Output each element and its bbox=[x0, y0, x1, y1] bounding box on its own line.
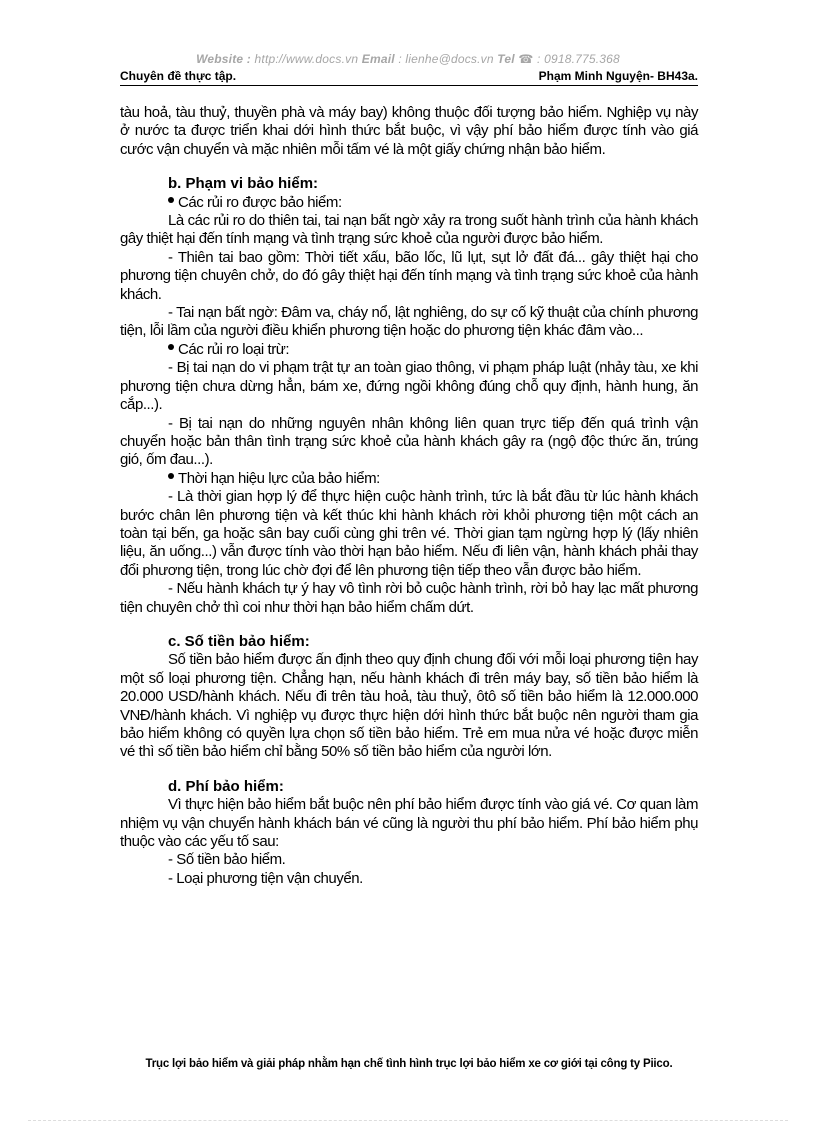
paragraph: Vì thực hiện bảo hiểm bắt buộc nên phí bảo hiểm được tính vào giá vé. Cơ quan làm nhiệm vụ vận chuyển hành khách bán vé cũng là người thu phí bảo hiểm. Phí bảo hiểm phụ thuộc vào các yếu tố sau: bbox=[120, 796, 698, 851]
list-item: - Số tiền bảo hiểm. bbox=[168, 851, 286, 869]
section-heading-c: c. Số tiền bảo hiểm: bbox=[168, 632, 310, 650]
bullet-item bbox=[168, 341, 698, 359]
paragraph: - Bị tai nạn do vi phạm trật tự an toàn giao thông, vi phạm pháp luật (nhảy tàu, xe khi phương tiện chưa dừng hẳn, bám xe, đứng ngồi không đúng chỗ quy định, hành hung, ăn cắp...). bbox=[120, 359, 698, 414]
email-label: Email bbox=[361, 52, 395, 66]
bullet-text: Các rủi ro được bảo hiểm: bbox=[178, 193, 342, 211]
tel-value: : 0918.775.368 bbox=[537, 52, 620, 66]
page-header bbox=[120, 69, 698, 86]
document-body bbox=[120, 104, 698, 888]
website-label: Website : bbox=[196, 52, 251, 66]
paragraph: - Thiên tai bao gồm: Thời tiết xấu, bão lốc, lũ lụt, sụt lở đất đá... gây thiệt hại cho phương tiện chuyên chở, do đó gây thiệt hại đến tính mạng và tình trạng sức khoẻ của hành khách. bbox=[120, 248, 698, 303]
paragraph: - Nếu hành khách tự ý hay vô tình rời bỏ cuộc hành trình, rời bỏ hay lạc mất phương tiện chuyên chở thì coi như thời hạn bảo hiểm chấm dứt. bbox=[120, 580, 698, 616]
bullet-text: Các rủi ro loại trừ: bbox=[178, 340, 290, 358]
paragraph: - Tai nạn bất ngờ: Đâm va, cháy nổ, lật nghiêng, do sự cố kỹ thuật của chính phương tiện, lỗi lầm của người điều khiển phương tiện hoặc do phương tiện khác đâm vào... bbox=[120, 304, 698, 340]
list-item: - Loại phương tiện vận chuyển. bbox=[168, 869, 363, 887]
section-heading-b: b. Phạm vi bảo hiểm: bbox=[168, 175, 319, 193]
paragraph: Là các rủi ro do thiên tai, tai nạn bất ngờ xảy ra trong suốt hành trình của hành khách gây thiệt hại đến tính mạng và tình trạng sức khoẻ của người được bảo hiểm. bbox=[120, 212, 698, 248]
page-footer: Trục lợi bảo hiểm và giải pháp nhằm hạn chế tình hình trục lợi bảo hiểm xe cơ giới tại công ty Piico. bbox=[145, 1058, 673, 1070]
bullet-item bbox=[168, 194, 698, 212]
header-title: Chuyên đề thực tập. bbox=[120, 69, 237, 83]
website-url[interactable]: http://www.docs.vn bbox=[254, 52, 359, 66]
paragraph: Số tiền bảo hiểm được ấn định theo quy định chung đối với mỗi loại phương tiện hay một số loại phương tiện. Chẳng hạn, nếu hành khách đi trên máy bay, số tiền bảo hiểm là 20.000 USD/hành khách. Nếu đi trên tàu hoả, tàu thuỷ, ôtô số tiền bảo hiểm là 12.000.000 VNĐ/hành khách. Vì nghiệp vụ được thực hiện dới hình thức bắt buộc nên người tham gia bảo hiểm không có quyền lựa chọn số tiền bảo hiểm. Trẻ em mua nửa vé hoặc được miễn vé thì số tiền bảo hiểm chỉ bằng 50% số tiền bảo hiểm của người lớn. bbox=[120, 651, 698, 761]
bottom-divider bbox=[28, 1120, 788, 1121]
website-banner bbox=[0, 52, 816, 66]
header-author: Phạm Minh Nguyện- BH43a. bbox=[538, 69, 698, 83]
bullet-text: Thời hạn hiệu lực của bảo hiểm: bbox=[178, 469, 380, 487]
section-heading-d: d. Phí bảo hiểm: bbox=[168, 777, 284, 795]
bullet-item bbox=[168, 470, 698, 488]
email-value[interactable]: : lienhe@docs.vn bbox=[398, 52, 494, 66]
bullet-icon bbox=[168, 197, 174, 203]
bullet-icon bbox=[168, 344, 174, 350]
tel-label: Tel bbox=[497, 52, 515, 66]
bullet-icon bbox=[168, 473, 174, 479]
paragraph: - Là thời gian hợp lý để thực hiện cuộc hành trình, tức là bắt đầu từ lúc hành khách bước chân lên phương tiện và kết thúc khi hành khách rời khỏi phương tiện một cách an toàn tại bến, ga hoặc sân bay cuối cùng ghi trên vé. Thời gian tạm ngừng hợp lý (lấy nhiên liệu, ăn uống...) vẫn được tính vào thời hạn bảo hiểm. Nếu đi liên vận, hành khách phải thay đổi phương tiện, trong lúc chờ đợi để lên phương tiện tiếp theo vẫn được bảo hiểm. bbox=[120, 488, 698, 579]
phone-icon: ☎ bbox=[518, 52, 534, 66]
paragraph: - Bị tai nạn do những nguyên nhân không liên quan trực tiếp đến quá trình vận chuyển hoặc bản thân tình trạng sức khoẻ của hành khách gây ra (ngộ độc thức ăn, trúng gió, ốm đau...). bbox=[120, 414, 698, 469]
paragraph: tàu hoả, tàu thuỷ, thuyền phà và máy bay) không thuộc đối tượng bảo hiểm. Nghiệp vụ này ở nước ta được triển khai dới hình thức bắt buộc, vì vậy phí bảo hiểm được tính vào giá cước vận chuyển và mặc nhiên mỗi tấm vé là một giấy chứng nhận bảo hiểm. bbox=[120, 104, 698, 158]
